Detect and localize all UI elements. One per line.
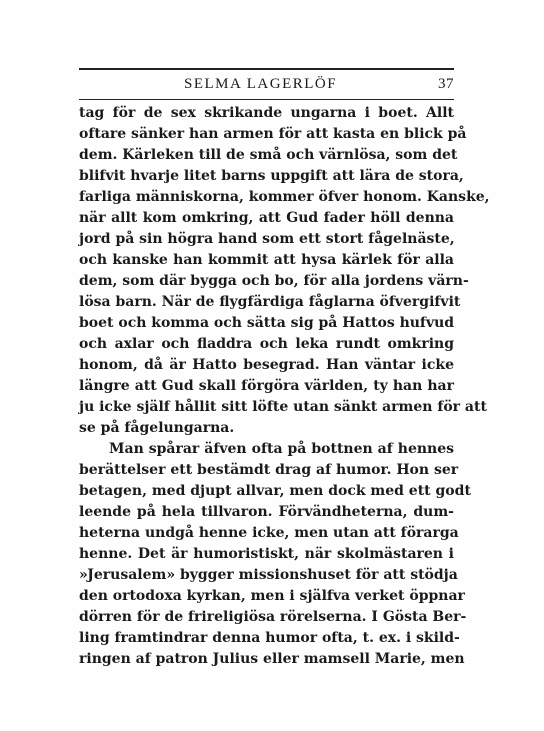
text-line: ling framtindrar denna humor ofta, t. ex. i skild- [79, 630, 460, 646]
text-line: ringen af patron Julius eller mamsell Marie, men [79, 651, 465, 667]
text-line: berättelser ett bestämdt drag af humor. Hon ser [79, 462, 459, 478]
text-line: jord på sin högra hand som ett stort fågelnäste, [79, 231, 455, 247]
text-line: dem. Kärleken till de små och värnlösa, som det [79, 147, 458, 163]
text-line: farliga människorna, kommer öfver honom. Kanske, [79, 189, 490, 205]
text-line: den ortodoxa kyrkan, men i själfva verket öppnar [79, 588, 465, 604]
text-line: blifvit hvarje litet barns uppgift att lära de stora, [79, 168, 464, 184]
body-text [79, 103, 490, 670]
text-line: dem, som där bygga och bo, för alla jordens värn- [79, 273, 469, 289]
text-line: och axlar och fladdra och leka rundt omkring [79, 336, 454, 352]
page-number: 37 [438, 76, 454, 92]
text-line: dörren för de frireligiösa rörelserna. I Gösta Ber- [79, 609, 467, 625]
text-line: boet och komma och sätta sig på Hattos hufvud [79, 315, 455, 331]
text-line: leende på hela tillvaron. Förvändheterna, dum- [79, 504, 454, 520]
text-line: oftare sänker han armen för att kasta en blick på [79, 126, 467, 142]
text-line: längre att Gud skall förgöra världen, ty han har [79, 378, 454, 394]
paragraph-end-line: se på fågelungarna. [79, 420, 235, 436]
paragraph-start-line: Man spårar äfven ofta på bottnen af hennes [109, 441, 454, 457]
text-line: »Jerusalem» bygger missionshuset för att stödja [79, 567, 458, 583]
running-header [79, 76, 454, 98]
top-rule [79, 68, 454, 70]
text-line: och kanske han kommit att hysa kärlek för alla [79, 252, 454, 268]
text-line: henne. Det är humoristiskt, när skolmästaren i [79, 546, 454, 562]
header-rule [79, 99, 454, 100]
text-line: tag för de sex skrikande ungarna i boet. Allt [79, 105, 454, 121]
text-line: honom, då är Hatto besegrad. Han väntar icke [79, 357, 454, 373]
running-title: SELMA LAGERLÖF [184, 76, 338, 92]
text-line: lösa barn. När de flygfärdiga fåglarna öfvergifvit [79, 294, 461, 310]
text-line: ju icke själf hållit sitt löfte utan sänkt armen för att [79, 399, 487, 415]
text-line: betagen, med djupt allvar, men dock med ett godt [79, 483, 471, 499]
text-line: heterna undgå henne icke, men utan att förarga [79, 525, 459, 541]
text-line: när allt kom omkring, att Gud fader höll denna [79, 210, 454, 226]
